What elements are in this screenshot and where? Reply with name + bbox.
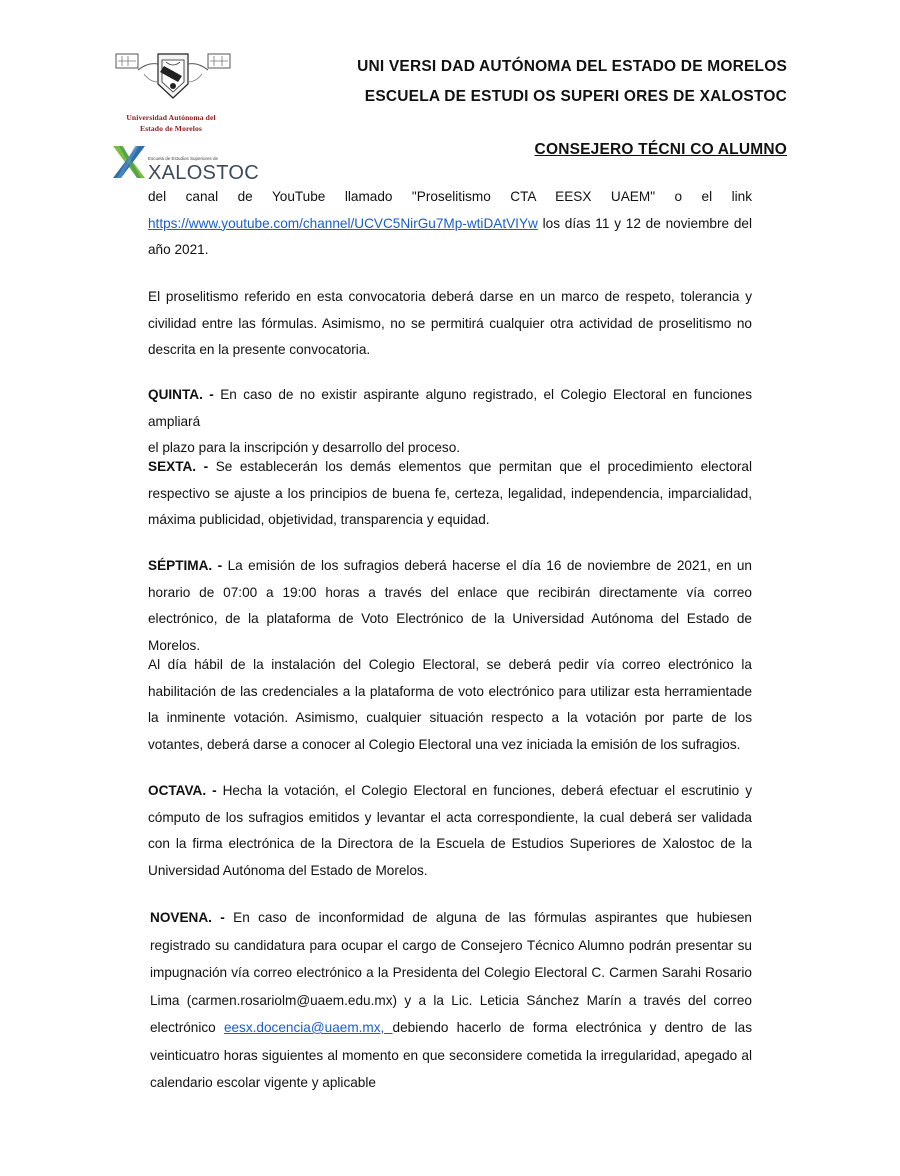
novena-text-1: En caso de inconformidad de alguna de las fórmulas aspirantes que hubiesen registrado su candidatura para ocupar el cargo de Consejero Técnico Alumno podrán presentar su impugnación vía correo electrónico a la Presidenta del Colegio Electoral C. Carmen Sarahi Rosario Lima (carmen.rosariolm@uaem.edu.mx) y a la Lic. Leticia Sánchez Marín a través del correo electrónico: [150, 910, 752, 1035]
paragraph-octava: [148, 778, 752, 884]
youtube-line-3: año 2021.: [148, 242, 209, 257]
xalostoc-x-logo-icon: [109, 142, 149, 182]
proselitismo-text: El proselitismo referido en esta convocatoria deberá darse en un marco de respeto, tolerancia y civilidad entre las fórmulas. Asimismo, no se permitirá cualquier otra actividad de proselitismo no descrita en la presente convocatoria.: [148, 289, 752, 357]
xalostoc-subtitle: Escuela de Estudios Superiores de: [148, 156, 219, 161]
paragraph-youtube: [148, 184, 752, 264]
docencia-email-link[interactable]: eesx.docencia@uaem.mx,: [223, 1020, 393, 1035]
octava-text: Hecha la votación, el Colegio Electoral en funciones, deberá efectuar el escrutinio y cómputo de los sufragios emitidos y levantar el acta correspondiente, la cual deberá ser validada con la firma electrónica de la Directora de la Escuela de Estudios Superiores de Xalostoc de la Universidad Autónoma del Estado de Morelos.: [148, 783, 752, 878]
xalostoc-name: XALOSTOC: [148, 162, 259, 184]
header-school: ESCUELA DE ESTUDI OS SUPERI ORES DE XALOSTOC: [364, 88, 787, 105]
quinta-text: En caso de no existir aspirante alguno registrado, el Colegio Electoral en funciones ampliará: [148, 387, 752, 429]
university-seal-icon: [114, 50, 232, 112]
youtube-line-1: del canal de YouTube llamado "Proselitismo CTA EESX UAEM" o el link: [148, 189, 752, 204]
caption-line-2: Estado de Morelos: [140, 124, 202, 133]
sexta-label: SEXTA. -: [148, 459, 209, 474]
paragraph-septima: [148, 553, 752, 659]
caption-line-1: Universidad Autónoma del: [126, 113, 216, 122]
quinta-line-2: el plazo para la inscripción y desarrollo del proceso.: [148, 440, 461, 455]
quinta-line-1: [148, 382, 752, 435]
youtube-channel-link[interactable]: https://www.youtube.com/channel/UCVC5NirGu7Mp-wtiDAtVIYw: [148, 215, 538, 231]
header-council: CONSEJERO TÉCNI CO ALUMNO: [534, 141, 787, 158]
dia-habil-text: Al día hábil de la instalación del Colegio Electoral, se deberá pedir vía correo electrónico la habilitación de las credenciales a la plataforma de voto electrónico para utilizar esta herramientade la inminente votación. Asimismo, cualquier situación respecto a la votación por parte de los votantes, deberá darse a conocer al Colegio Electoral una vez iniciada la emisión de los sufragios.: [148, 657, 752, 752]
university-caption: [106, 112, 236, 134]
quinta-label: QUINTA. -: [148, 387, 214, 402]
paragraph-novena: [150, 904, 752, 1097]
novena-text-2: debiendo hacerlo de forma electrónica y dentro de las veinticuatro horas siguientes al momento en que seconsidere cometida la irregularidad, apegado al calendario escolar vigente y aplicable: [150, 1020, 753, 1090]
septima-text: La emisión de los sufragios deberá hacerse el día 16 de noviembre de 2021, en un horario de 07:00 a 19:00 horas a través del enlace que recibirán directamente vía correo electrónico, de la plataforma de Voto Electrónico de la Universidad Autónoma del Estado de Morelos.: [148, 558, 752, 653]
sexta-text: Se establecerán los demás elementos que permitan que el procedimiento electoral respectivo se ajuste a los principios de buena fe, certeza, legalidad, independencia, imparcialidad, máxima publicidad, objetividad, transparencia y equidad.: [148, 459, 752, 527]
novena-label: NOVENA. -: [150, 910, 225, 925]
youtube-dates-text: los días 11 y 12 de noviembre del: [537, 215, 752, 231]
youtube-line-2: [148, 211, 752, 238]
paragraph-dia-habil: [148, 652, 752, 758]
paragraph-sexta: [148, 454, 752, 534]
paragraph-proselitismo: [148, 284, 752, 364]
paragraph-quinta: [148, 382, 752, 462]
septima-label: SÉPTIMA. -: [148, 558, 223, 573]
octava-label: OCTAVA. -: [148, 783, 217, 798]
header-university: UNI VERSI DAD AUTÓNOMA DEL ESTADO DE MORELOS: [357, 58, 787, 75]
